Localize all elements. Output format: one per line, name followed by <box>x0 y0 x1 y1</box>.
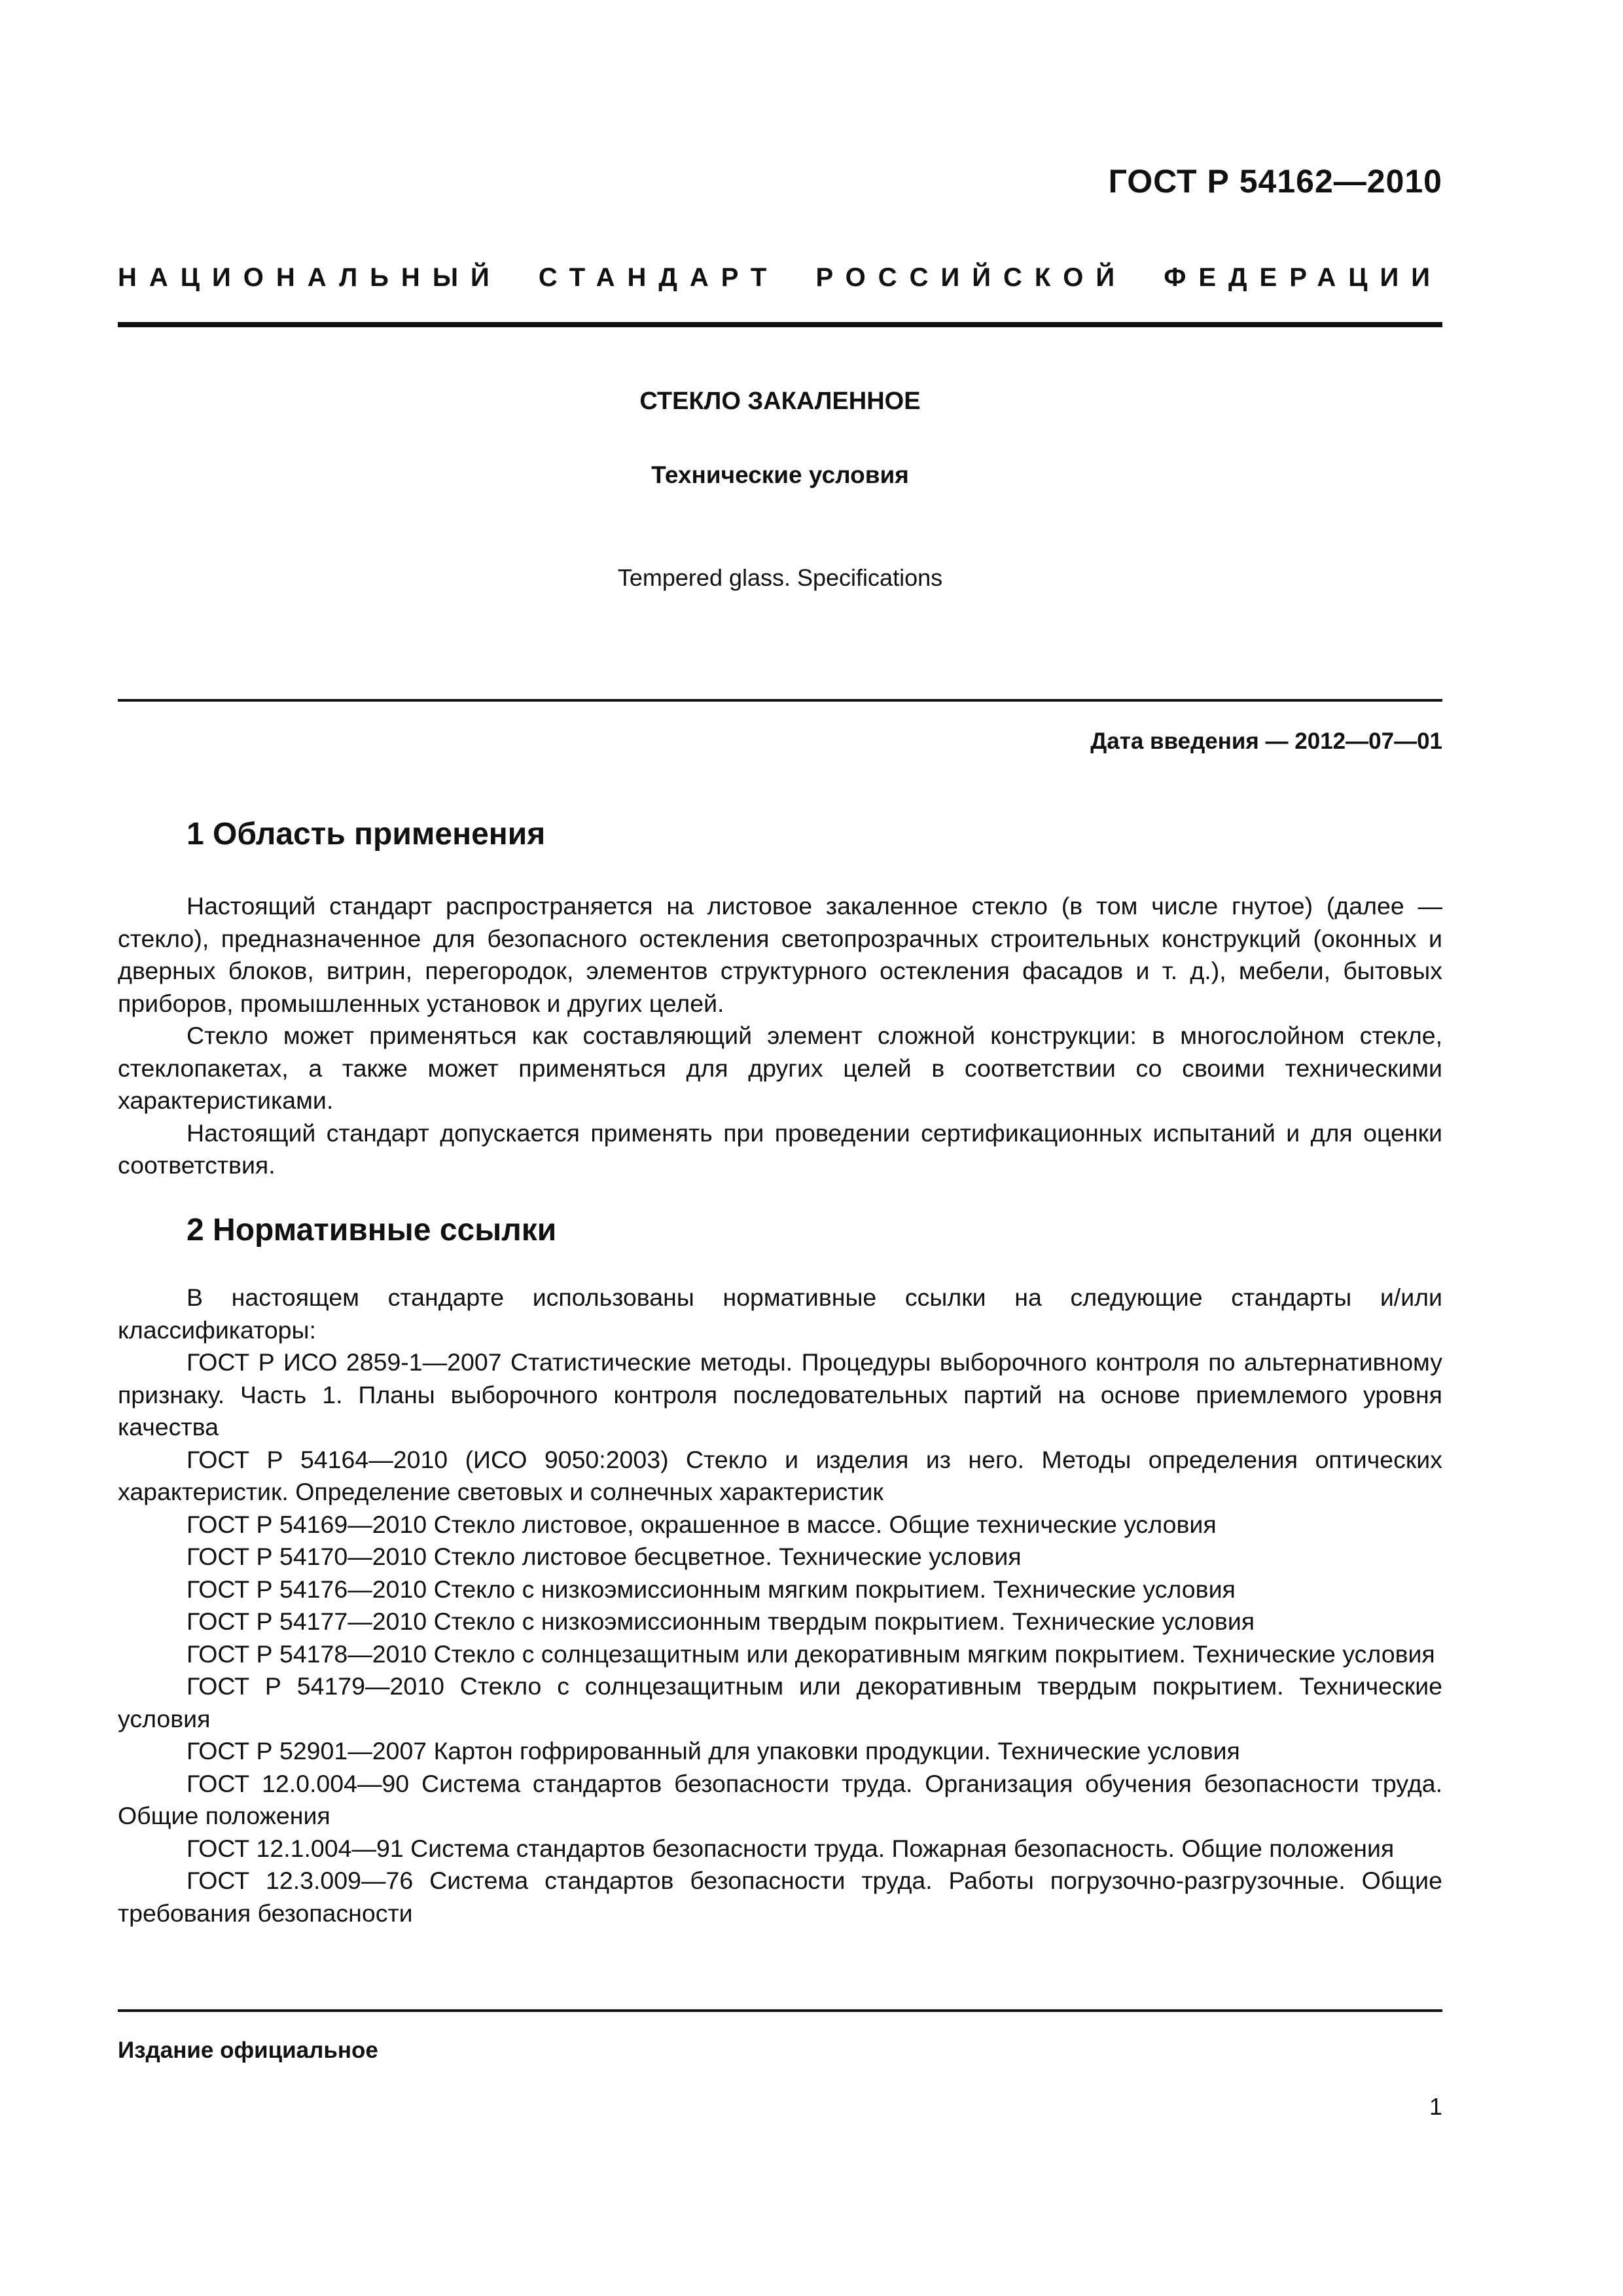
banner-word: РОССИЙСКОЙ <box>815 263 1128 292</box>
title-divider <box>118 699 1442 702</box>
paragraph: Настоящий стандарт допускается применять при проведении сертификационных испытаний и для оценки соответствия. <box>118 1119 1442 1179</box>
reference-item: ГОСТ Р ИСО 2859-1—2007 Статистические методы. Процедуры выборочного контроля по альтернативному признаку. Часть 1. Планы выборочного контроля последовательных партий на основе приемлемого уровня качества <box>118 1348 1442 1441</box>
reference-item: ГОСТ Р 52901—2007 Картон гофрированный для упаковки продукции. Технические условия <box>187 1737 1240 1765</box>
banner-word: ФЕДЕРАЦИИ <box>1164 263 1442 292</box>
document-title-english: Tempered glass. Specifications <box>617 564 943 591</box>
reference-item: ГОСТ 12.3.009—76 Система стандартов безопасности труда. Работы погрузочно-разгрузочные. Общие требования безопасности <box>118 1867 1442 1927</box>
reference-item: ГОСТ Р 54176—2010 Стекло с низкоэмиссионным мягким покрытием. Технические условия <box>187 1575 1236 1603</box>
introduction-date: Дата введения — 2012—07—01 <box>1090 728 1442 754</box>
reference-item: ГОСТ Р 54169—2010 Стекло листовое, окрашенное в массе. Общие технические условия <box>187 1510 1217 1538</box>
reference-item: ГОСТ Р 54170—2010 Стекло листовое бесцветное. Технические условия <box>187 1543 1022 1570</box>
section-heading-scope: 1 Область применения <box>187 817 546 852</box>
footer-divider <box>118 2009 1442 2012</box>
section-references-body <box>118 1282 1442 1929</box>
reference-item: ГОСТ Р 54179—2010 Стекло с солнцезащитным или декоративным твердым покрытием. Технические условия <box>118 1672 1442 1732</box>
reference-item: ГОСТ Р 54177—2010 Стекло с низкоэмиссионным твердым покрытием. Технические условия <box>187 1607 1255 1635</box>
reference-item: ГОСТ Р 54164—2010 (ИСО 9050:2003) Стекло и изделия из него. Методы определения оптических характеристик. Определение световых и солнечных характеристик <box>118 1445 1442 1505</box>
document-title: СТЕКЛО ЗАКАЛЕННОЕ <box>639 387 921 415</box>
banner-word: СТАНДАРТ <box>538 263 779 292</box>
document-subtitle: Технические условия <box>651 461 909 488</box>
reference-item: ГОСТ Р 54178—2010 Стекло с солнцезащитным или декоративным мягким покрытием. Технические условия <box>187 1640 1435 1668</box>
national-standard-banner <box>118 263 1442 293</box>
page-number: 1 <box>1429 2093 1442 2120</box>
official-edition-label: Издание официальное <box>118 2037 378 2063</box>
paragraph: В настоящем стандарте использованы нормативные ссылки на следующие стандарты и/или классификаторы: <box>118 1283 1442 1344</box>
section-scope-body <box>118 890 1442 1182</box>
reference-item: ГОСТ 12.0.004—90 Система стандартов безопасности труда. Организация обучения безопасности труда. Общие положения <box>118 1769 1442 1829</box>
paragraph: Стекло может применяться как составляющий элемент сложной конструкции: в многослойном стекле, стеклопакетах, а также может применяться для других целей в соответствии со своими техническими характеристиками. <box>118 1022 1442 1114</box>
document-number: ГОСТ Р 54162—2010 <box>1108 163 1442 200</box>
paragraph: Настоящий стандарт распространяется на листовое закаленное стекло (в том числе гнутое) (далее — стекло), предназначенное для безопасного остекления светопрозрачных строительных конструкций (оконных и дверных блоков, витрин, перегородок, элементов структурного остекления фасадов и т. д.), мебели, бытовых приборов, промышленных установок и других целей. <box>118 892 1442 1017</box>
reference-item: ГОСТ 12.1.004—91 Система стандартов безопасности труда. Пожарная безопасность. Общие положения <box>187 1834 1395 1862</box>
section-heading-normative-references: 2 Нормативные ссылки <box>187 1213 557 1247</box>
banner-word: НАЦИОНАЛЬНЫЙ <box>118 263 502 292</box>
header-divider <box>118 322 1442 327</box>
